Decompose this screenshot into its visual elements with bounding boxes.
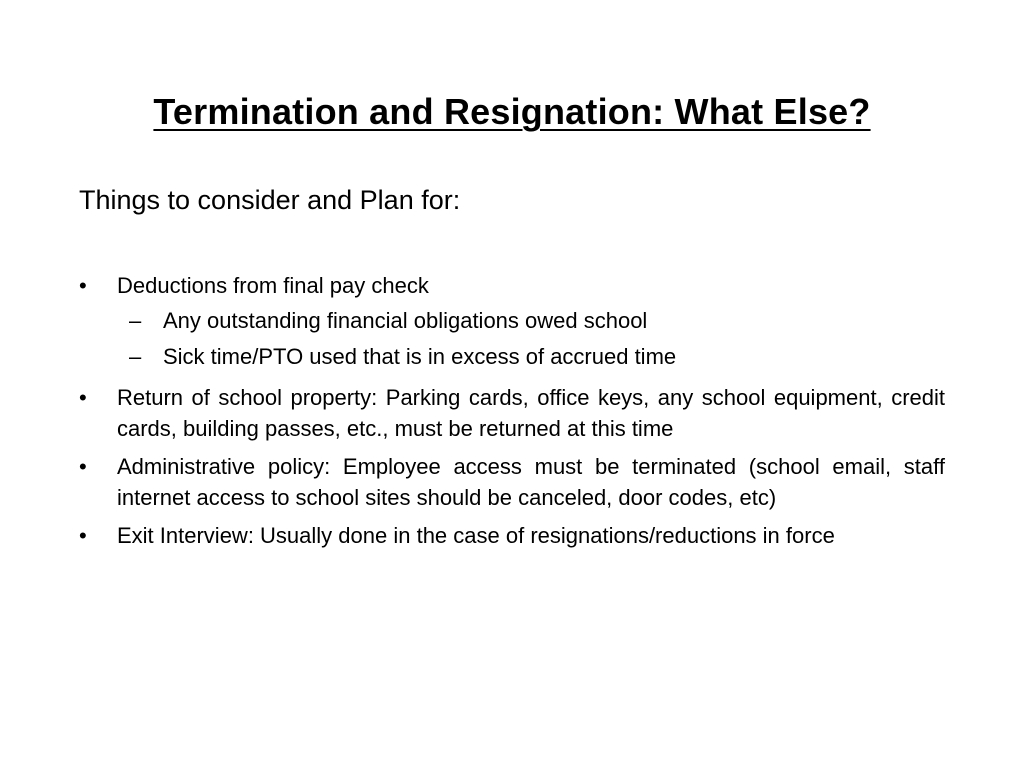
- bullet-marker: •: [79, 273, 87, 298]
- bullet-text: Exit Interview: Usually done in the case of resignations/reductions in force: [117, 523, 835, 548]
- slide-subtitle: Things to consider and Plan for:: [79, 185, 461, 215]
- bullet-text: Return of school property: Parking cards, office keys, any school equipment, credit cards, building passes, etc., must be returned at this time: [117, 385, 945, 441]
- bullet-item-exit-interview: [79, 520, 945, 551]
- bullet-marker: •: [79, 454, 87, 479]
- bullet-item-administrative-policy: [79, 451, 945, 513]
- bullet-marker: •: [79, 523, 87, 548]
- bullet-item-deductions: [79, 270, 945, 375]
- sub-bullet-text: Any outstanding financial obligations owed school: [163, 308, 648, 333]
- sub-bullet-item: [117, 303, 945, 339]
- bullet-text: Administrative policy: Employee access must be terminated (school email, staff internet access to school sites should be canceled, door codes, etc): [117, 454, 945, 510]
- sub-bullet-list: [117, 303, 945, 375]
- slide-title: [0, 88, 1024, 136]
- bullet-list: [79, 270, 945, 558]
- bullet-item-school-property: [79, 382, 945, 444]
- sub-bullet-item: [117, 339, 945, 375]
- slide-title-text: Termination and Resignation: What Else?: [153, 91, 871, 132]
- bullet-marker: •: [79, 385, 87, 410]
- sub-bullet-marker: –: [129, 308, 142, 333]
- bullet-text: Deductions from final pay check: [117, 273, 429, 298]
- sub-bullet-marker: –: [129, 344, 142, 369]
- sub-bullet-text: Sick time/PTO used that is in excess of accrued time: [163, 344, 677, 369]
